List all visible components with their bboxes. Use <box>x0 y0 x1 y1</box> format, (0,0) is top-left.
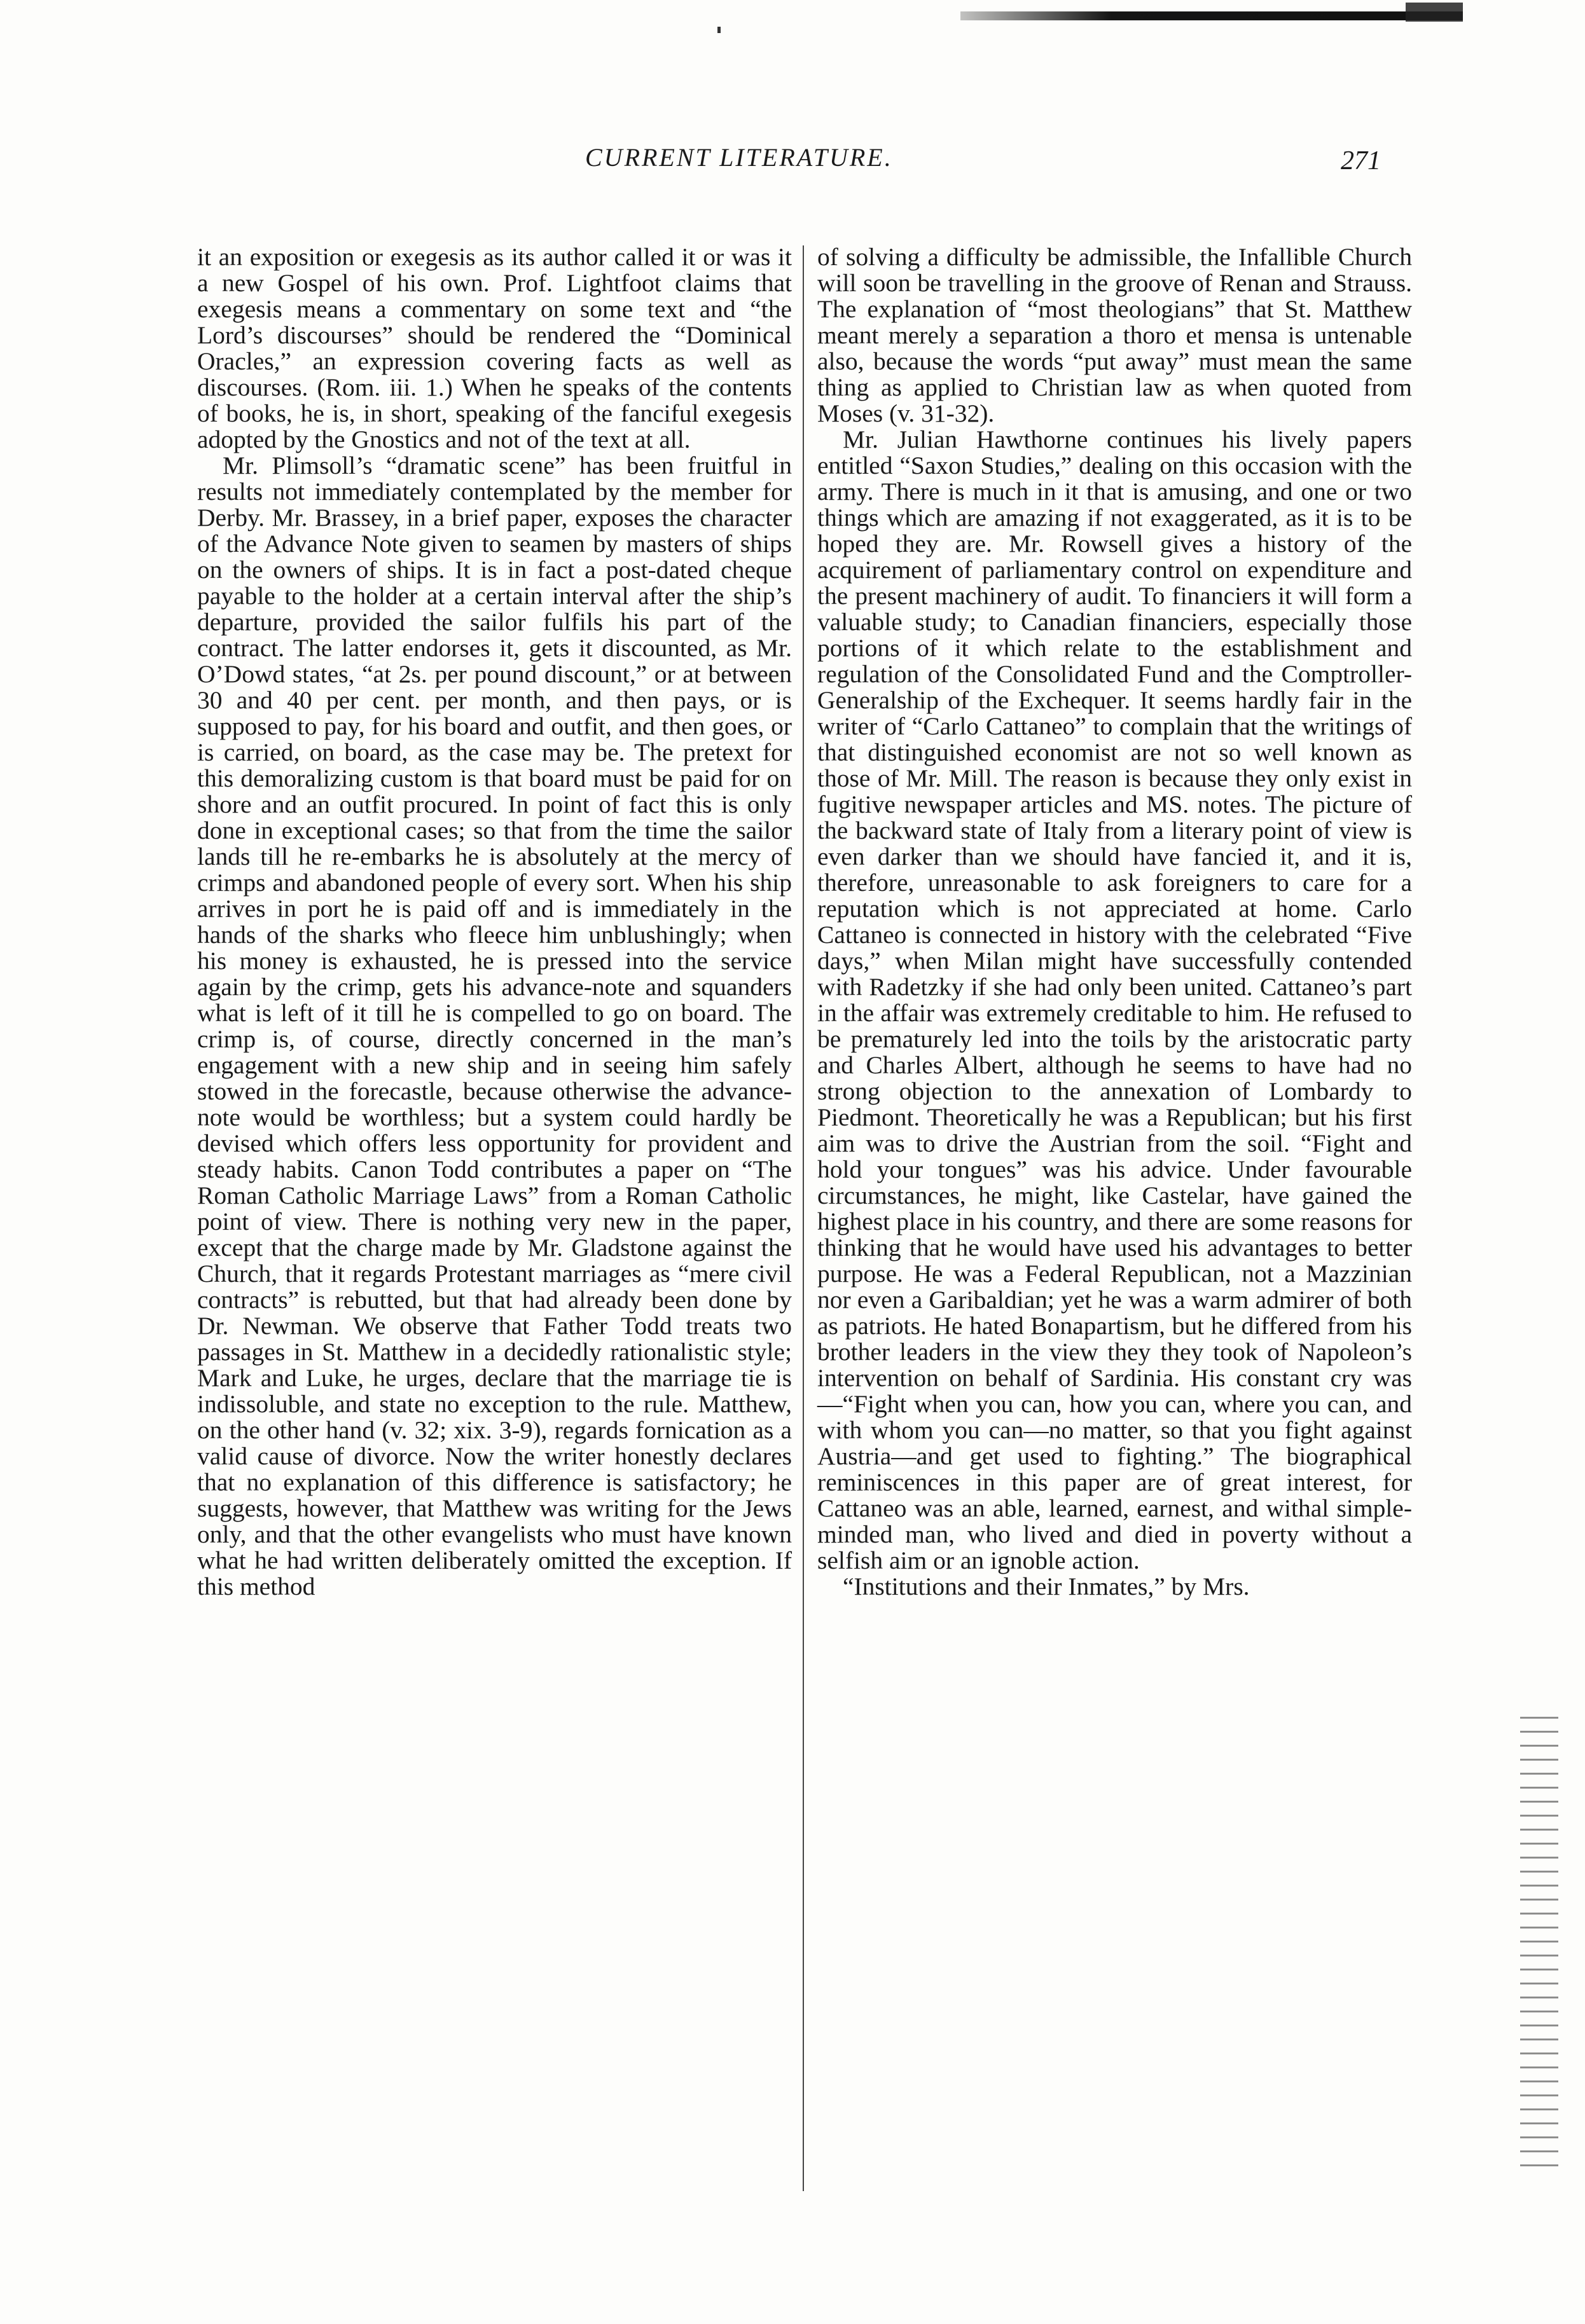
scan-artifact-bar <box>960 11 1463 20</box>
paragraph: it an exposition or exegesis as its author called it or was it a new Gospel of his own. Prof. Lightfoot claims that exegesis means a commentary on some text and “the Lord’s discourses” should be rendered the “Dominical Oracles,” an expression covering facts as well as discourses. (Rom. iii. 1.) When he speaks of the contents of books, he is, in short, speaking of the fanciful exegesis adopted by the Gnostics and not of the text at all. <box>197 243 792 453</box>
left-column <box>197 244 792 1600</box>
scan-artifact-dot <box>717 27 721 33</box>
paragraph: of solving a difficulty be admissible, the Infallible Church will soon be travelling in the groove of Renan and Strauss. The explanation of “most theologians” that St. Matthew meant merely a separation a thoro et mensa is untenable also, because the words “put away” must mean the same thing as applied to Christian law as when quoted from Moses (v. 31-32). <box>817 243 1412 427</box>
paragraph: Mr. Julian Hawthorne continues his lively papers entitled “Saxon Studies,” dealing on this occasion with the army. There is much in it that is amusing, and one or two things which are amazing if not exaggerated, as it is to be hoped they are. Mr. Rowsell gives a history of the acquirement of parliamentary control on expenditure and the present machinery of audit. To financiers it will form a valuable study; to Canadian financiers, especially those portions of it which relate to the establishment and regulation of the Consolidated Fund and the Comptroller-Generalship of the Exchequer. It seems hardly fair in the writer of “Carlo Cattaneo” to complain that the writings of that distinguished economist are not so well known as those of Mr. Mill. The reason is because they only exist in fugitive newspaper articles and MS. notes. The picture of the backward state of Italy from a literary point of view is even darker than we should have fancied it, and it is, therefore, unreasonable to ask foreigners to care for a reputation which is not appreciated at home. Carlo Cattaneo is connected in history with the celebrated “Five days,” when Milan might have successfully contended with Radetzky if she had only been united. Cattaneo’s part in the affair was extremely creditable to him. He refused to be prematurely led into the toils by the aristocratic party and Charles Albert, although he seems to have had no strong objection to the annexation of Lombardy to Piedmont. Theoretically he was a Republican; but his first aim was to drive the Austrian from the soil. “Fight and hold your tongues” was his advice. Under favourable circumstances, he might, like Castelar, have gained the highest place in his country, and there are some reasons for thinking that he would have used his advantages to better purpose. He was a Federal Republican, not a Mazzinian nor even a Garibaldian; yet he was a warm admirer of both as patriots. He hated Bonapartism, but he differed from his brother leaders in the view they they took of Napoleon’s intervention on behalf of Sardinia. His constant cry was—“Fight when you can, how you can, where you can, and with whom you can—no matter, so that you fight against Austria—and get used to fighting.” The biographical reminiscences in this paper are of great interest, for Cattaneo was an able, learned, earnest, and withal simple-minded man, who lived and died in poverty without a selfish aim or an ignoble action. <box>817 425 1412 1574</box>
column-rule <box>803 245 804 2191</box>
page-number: 271 <box>1341 146 1381 175</box>
paragraph: Mr. Plimsoll’s “dramatic scene” has been fruitful in results not immediately contemplated by the member for Derby. Mr. Brassey, in a brief paper, exposes the character of the Advance Note given to seamen by masters of ships on the owners of ships. It is in fact a post-dated cheque payable to the holder at a certain interval after the ship’s departure, provided the sailor fulfils his part of the contract. The latter endorses it, gets it discounted, as Mr. O’Dowd states, “at 2s. per pound discount,” or at between 30 and 40 per cent. per month, and then pays, or is supposed to pay, for his board and outfit, and then goes, or is carried, on board, as the case may be. The pretext for this demoralizing custom is that board must be paid for on shore and an outfit procured. In point of fact this is only done in exceptional cases; so that from the time the sailor lands till he re-embarks he is absolutely at the mercy of crimps and abandoned people of every sort. When his ship arrives in port he is paid off and is immediately in the hands of the sharks who fleece him unblushingly; when his money is exhausted, he is pressed into the service again by the crimp, gets his advance-note and squanders what is left of it till he is compelled to go on board. The crimp is, of course, directly concerned in the man’s engagement with a new ship and in seeing him safely stowed in the forecastle, because otherwise the advance-note would be worthless; but a system could hardly be devised which offers less opportunity for provident and steady habits. Canon Todd contributes a paper on “The Roman Catholic Marriage Laws” from a Roman Catholic point of view. There is nothing very new in the paper, except that the charge made by Mr. Gladstone against the Church, that it regards Protestant marriages as “mere civil contracts” is rebutted, but that had already been done by Dr. Newman. We observe that Father Todd treats two passages in St. Matthew in a decidedly rationalistic style; Mark and Luke, he urges, declare that the marriage tie is indissoluble, and state no exception to the rule. Matthew, on the other hand (v. 32; xix. 3-9), regards fornication as a valid cause of divorce. Now the writer honestly declares that no explanation of this difference is satisfactory; he suggests, however, that Matthew was writing for the Jews only, and that the other evangelists who must have known what he had written deliberately omitted the exception. If this method <box>197 451 792 1600</box>
paragraph: “Institutions and their Inmates,” by Mrs. <box>843 1572 1250 1600</box>
scan-artifact-corner <box>1406 3 1463 22</box>
running-head: CURRENT LITERATURE. <box>585 143 893 172</box>
right-column <box>817 244 1412 1600</box>
binding-edge-artifact <box>1520 1717 1558 2175</box>
